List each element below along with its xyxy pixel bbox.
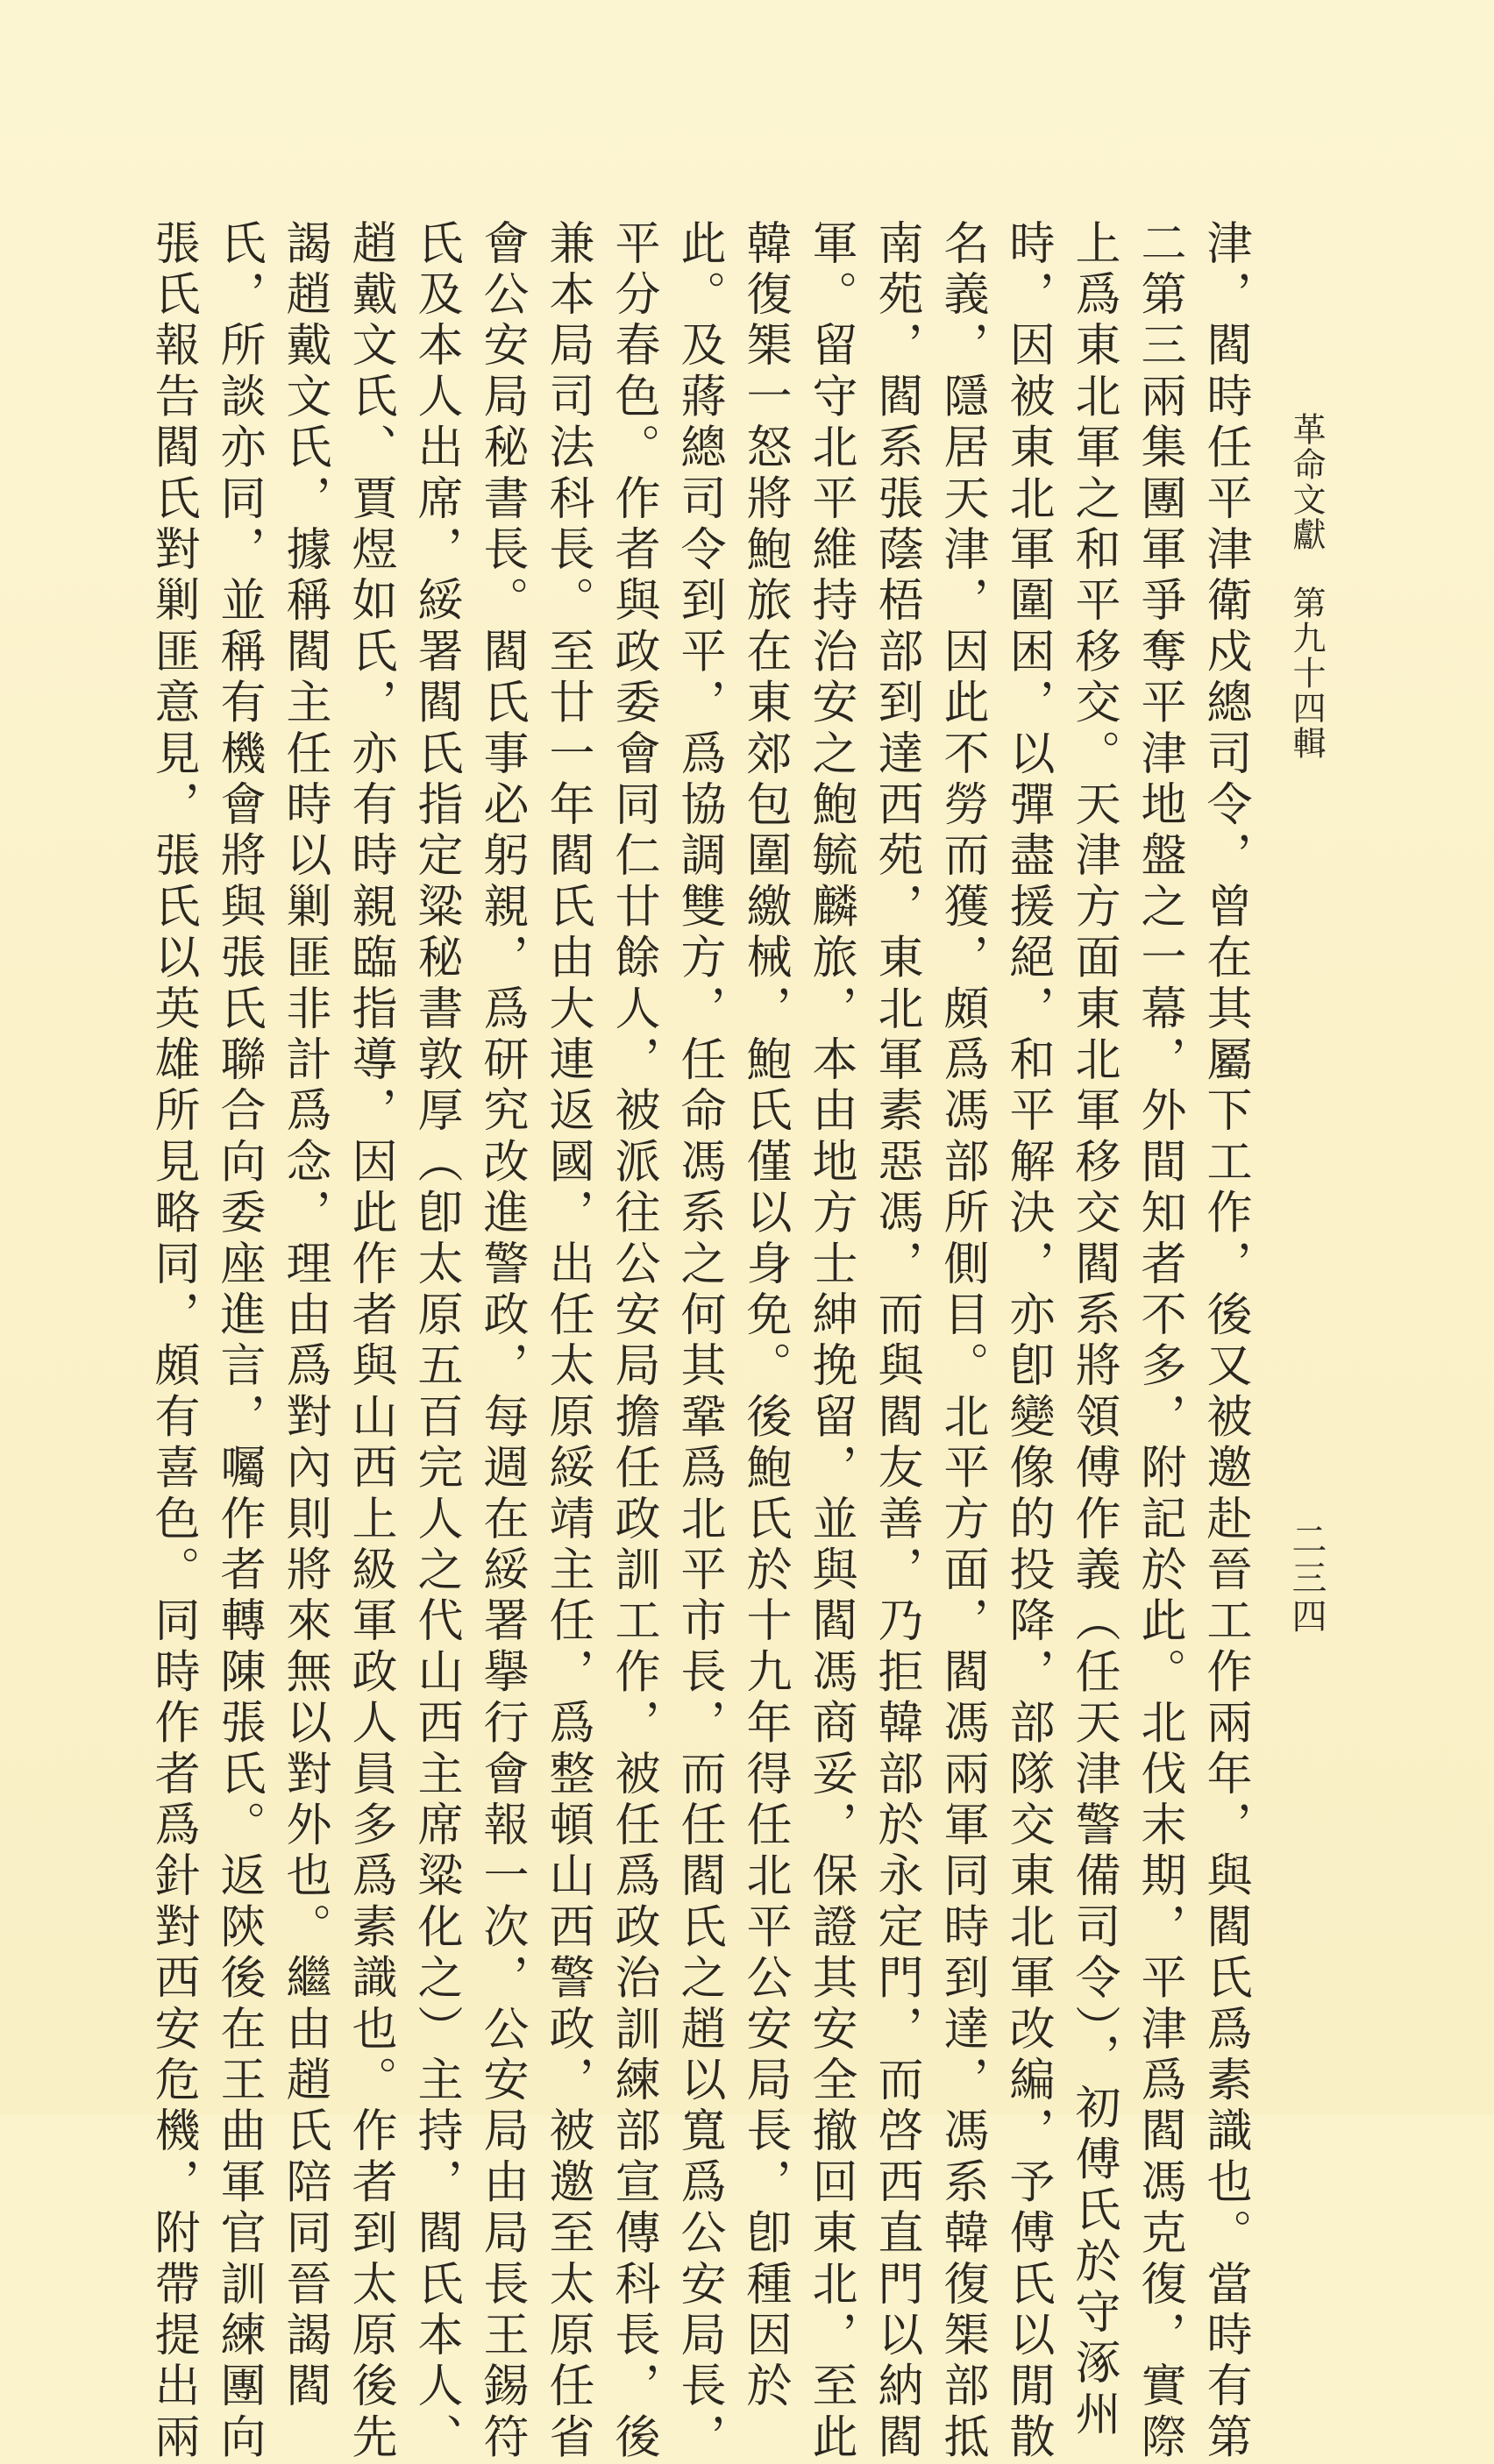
text-column: 軍。留守北平維持治安之鮑毓麟旅，本由地方士紳挽留，並與閻馮商妥，保證其安全撤回東北，至此 [804, 219, 857, 2464]
text-column: 平分春色。作者與政委會同仁廿餘人，被派往公安局擔任政訓工作，被任爲政治訓練部宣傳科長，後 [607, 219, 659, 2464]
text-column: 此。及蔣總司令到平，爲協調雙方，任命馮系之何其鞏爲北平市長，而任閻氏之趙以寬爲公安局長， [672, 219, 725, 2464]
text-column: 名義，隱居天津，因此不勞而獲，頗爲馮部所側目。北平方面，閻馮兩軍同時到達，馮系韓復榘部抵 [936, 219, 988, 2464]
text-column: 謁趙戴文氏，據稱閻主任時以剿匪非計爲念，理由爲對內則將來無以對外也。繼由趙氏陪同晉謁閻 [278, 219, 331, 2413]
text-column: 津，閻時任平津衛戍總司令，曾在其屬下工作，後又被邀赴晉工作兩年，與閻氏爲素識也。當時有第 [1199, 219, 1251, 2464]
text-column: 張氏報告閻氏對剿匪意見，張氏以英雄所見略同，頗有喜色。同時作者爲針對西安危機，附帶提出兩 [146, 219, 199, 2464]
page-number: 二三四 [1286, 1521, 1327, 1637]
volume-number: 第九十四輯 [1287, 586, 1326, 761]
text-column: 南苑，閻系張蔭梧部到達西苑，東北軍素惡馮，而與閻友善，乃拒韓部於永定門，而啓西直門以納閻 [870, 219, 922, 2464]
text-column: 氏及本人出席，綏署閻氏指定粱秘書敦厚（卽太原五百完人之代山西主席粱化之）主持，閻氏本人、 [409, 219, 462, 2464]
text-column: 氏，所談亦同，並稱有機會將與張氏聯合向委座進言，囑作者轉陳張氏。返陝後在王曲軍官訓練團向 [212, 219, 265, 2464]
text-column: 趙戴文氏、賈煜如氏，亦有時親臨指導，因此作者與山西上級軍政人員多爲素識也。作者到太原後先 [344, 219, 396, 2464]
text-column: 二第三兩集團軍爭奪平津地盤之一幕，外間知者不多，附記於此。北伐末期，平津爲閻馮克復，實際 [1133, 219, 1185, 2464]
text-column: 上爲東北軍之和平移交。天津方面東北軍移交閻系將領傅作義（任天津警備司令），初傅氏於守涿州 [1067, 219, 1120, 2441]
text-column: 時，因被東北軍圍困，以彈盡援絕，和平解決，亦卽變像的投降，部隊交東北軍改編，予傅氏以閒散 [1001, 219, 1054, 2464]
running-header [1280, 412, 1333, 761]
text-column: 韓復榘一怒將鮑旅在東郊包圍繳械，鮑氏僅以身免。後鮑氏於十九年得任北平公安局長，卽種因於 [738, 219, 791, 2413]
book-title: 革命文獻 [1287, 412, 1326, 552]
body-text [139, 219, 1257, 2464]
text-column: 兼本局司法科長。至廿一年閻氏由大連返國，出任太原綏靖主任，爲整頓山西警政，被邀至太原任省 [541, 219, 594, 2464]
text-column: 會公安局秘書長。閻氏事必躬親，爲研究改進警政，每週在綏署擧行會報一次，公安局由局長王錫符 [475, 219, 528, 2464]
